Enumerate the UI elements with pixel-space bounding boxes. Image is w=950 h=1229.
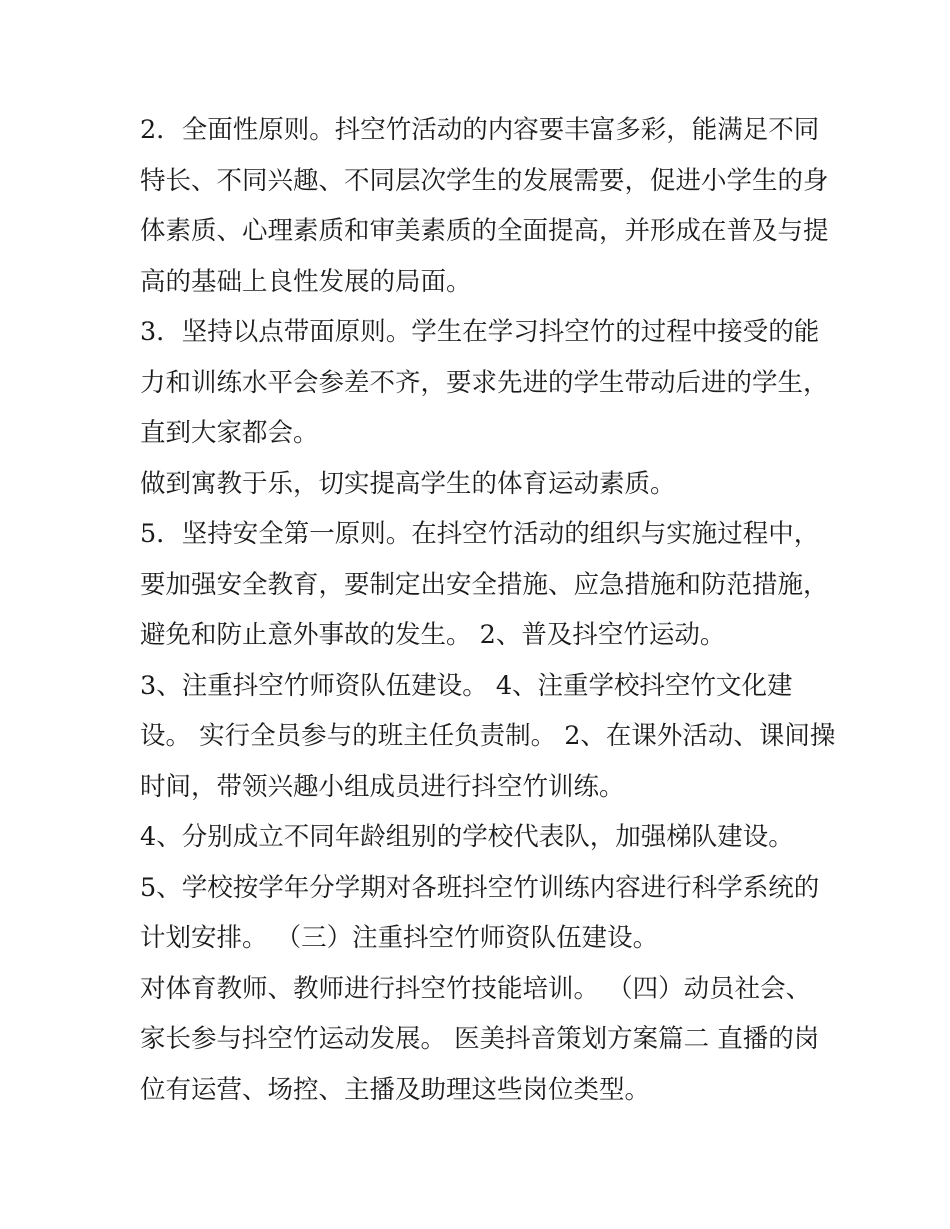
- text-line: 高的基础上良性发展的局面。: [140, 266, 472, 297]
- text-line: 特长、不同兴趣、不同层次学生的发展需要，促进小学生的身: [140, 165, 829, 196]
- document-body: [140, 105, 860, 1115]
- text-line: 避免和防止意外事故的发生。 2、普及抖空竹运动。: [140, 620, 726, 650]
- text-line: 家长参与抖空竹运动发展。 医美抖音策划方案篇二 直播的岗: [140, 1024, 820, 1054]
- text-line: 5．坚持安全第一原则。在抖空竹活动的组织与实施过程中，: [140, 519, 820, 549]
- text-line: 3、注重抖空竹师资队伍建设。 4、注重学校抖空竹文化建: [140, 670, 793, 701]
- text-line: 5、学校按学年分学期对各班抖空竹训练内容进行科学系统的: [140, 872, 820, 903]
- text-line: 做到寓教于乐，切实提高学生的体育运动素质。: [140, 468, 676, 499]
- text-line: 计划安排。 （三）注重抖空竹师资队伍建设。: [140, 923, 659, 953]
- text-line: 要加强安全教育，要制定出安全措施、应急措施和防范措施，: [140, 569, 829, 600]
- text-line: 4、分别成立不同年龄组别的学校代表队，加强梯队建设。: [140, 822, 794, 852]
- text-line: 2．全面性原则。抖空竹活动的内容要丰富多彩，能满足不同: [140, 115, 820, 145]
- text-line: 力和训练水平会参差不齐，要求先进的学生带动后进的学生，: [140, 367, 829, 398]
- text-line: 设。 实行全员参与的班主任负责制。 2、在课外活动、课间操: [140, 721, 836, 751]
- text-line: 体素质、心理素质和审美素质的全面提高，并形成在普及与提: [140, 216, 829, 246]
- text-line: 直到大家都会。: [140, 418, 319, 448]
- text-line: 位有运营、场控、主播及助理这些岗位类型。: [140, 1074, 651, 1105]
- text-line: 3．坚持以点带面原则。学生在学习抖空竹的过程中接受的能: [140, 317, 820, 347]
- text-line: 对体育教师、教师进行抖空竹技能培训。 （四）动员社会、: [140, 973, 812, 1004]
- text-line: 时间，带领兴趣小组成员进行抖空竹训练。: [140, 771, 625, 802]
